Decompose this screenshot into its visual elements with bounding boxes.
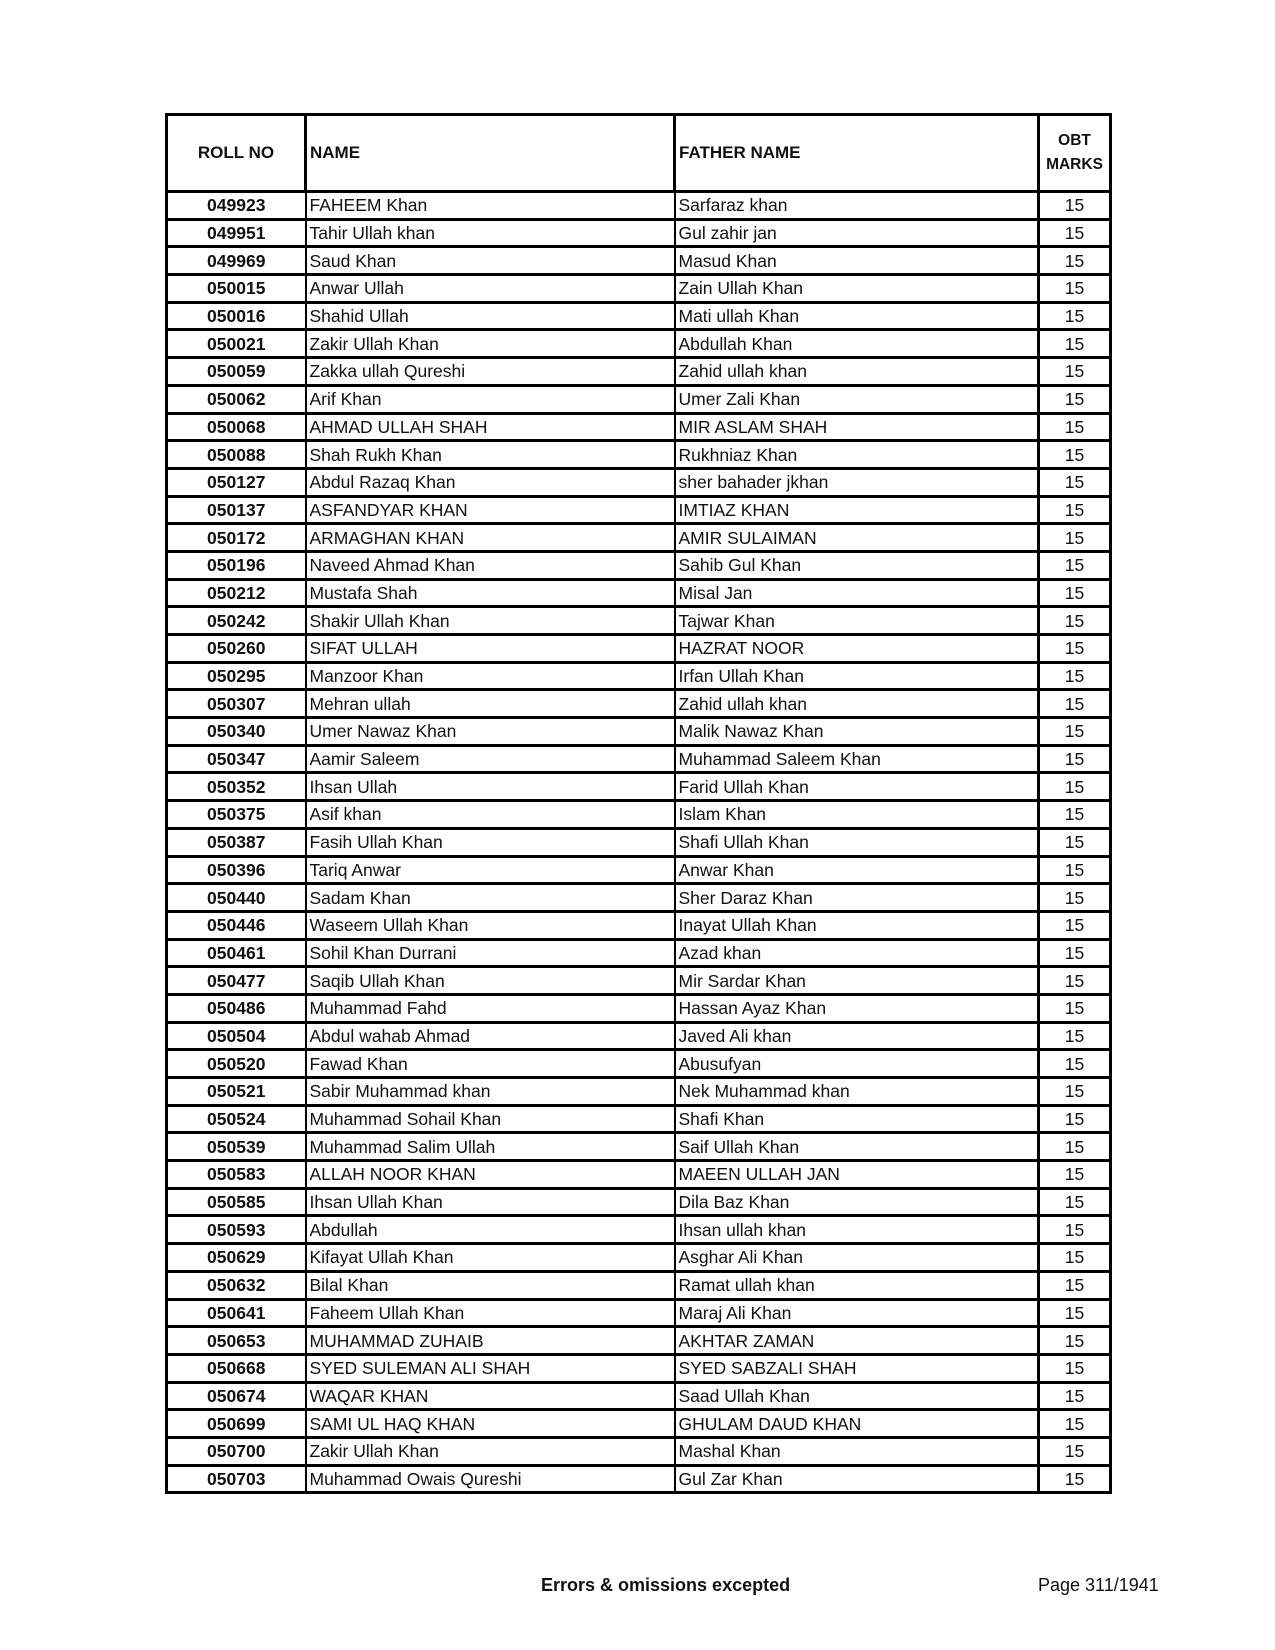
father-name-cell: Javed Ali khan [675, 1022, 1039, 1050]
father-name-cell: MAEEN ULLAH JAN [675, 1161, 1039, 1189]
name-cell: Tahir Ullah khan [306, 219, 675, 247]
roll-no-cell: 050021 [167, 330, 306, 358]
roll-no-cell: 050088 [167, 441, 306, 469]
roll-no-cell: 050703 [167, 1465, 306, 1493]
obt-marks-cell: 15 [1039, 1465, 1111, 1493]
roll-no-cell: 050521 [167, 1078, 306, 1106]
table-row [167, 1271, 1111, 1299]
obt-marks-cell: 15 [1039, 1299, 1111, 1327]
roll-no-cell: 049969 [167, 247, 306, 275]
name-cell: Asif khan [306, 801, 675, 829]
roll-no-cell: 050700 [167, 1437, 306, 1465]
roll-no-cell: 050015 [167, 275, 306, 303]
father-name-cell: Asghar Ali Khan [675, 1244, 1039, 1272]
father-name-cell: Muhammad Saleem Khan [675, 745, 1039, 773]
obt-marks-cell: 15 [1039, 247, 1111, 275]
obt-marks-cell: 15 [1039, 551, 1111, 579]
table-row [167, 1133, 1111, 1161]
name-cell: Manzoor Khan [306, 662, 675, 690]
obt-marks-cell: 15 [1039, 1382, 1111, 1410]
roll-no-cell: 050062 [167, 385, 306, 413]
name-cell: Zakir Ullah Khan [306, 1437, 675, 1465]
obt-marks-cell: 15 [1039, 1244, 1111, 1272]
obt-marks-cell: 15 [1039, 1105, 1111, 1133]
father-name-cell: Masud Khan [675, 247, 1039, 275]
table-row [167, 468, 1111, 496]
obt-marks-cell: 15 [1039, 330, 1111, 358]
father-name-cell: Inayat Ullah Khan [675, 911, 1039, 939]
table-row [167, 302, 1111, 330]
table-row [167, 1105, 1111, 1133]
name-cell: Ihsan Ullah [306, 773, 675, 801]
name-cell: AHMAD ULLAH SHAH [306, 413, 675, 441]
name-cell: FAHEEM Khan [306, 192, 675, 220]
roll-no-cell: 050375 [167, 801, 306, 829]
obt-marks-cell: 15 [1039, 801, 1111, 829]
roll-no-cell: 050387 [167, 828, 306, 856]
roll-no-cell: 050347 [167, 745, 306, 773]
name-cell: Ihsan Ullah Khan [306, 1188, 675, 1216]
table-row [167, 496, 1111, 524]
obt-marks-cell: 15 [1039, 718, 1111, 746]
obt-marks-cell: 15 [1039, 1161, 1111, 1189]
father-name-cell: Sher Daraz Khan [675, 884, 1039, 912]
name-cell: Abdul Razaq Khan [306, 468, 675, 496]
table-row [167, 247, 1111, 275]
table-row [167, 662, 1111, 690]
obt-marks-cell: 15 [1039, 745, 1111, 773]
obt-marks-cell: 15 [1039, 1022, 1111, 1050]
roll-no-cell: 050593 [167, 1216, 306, 1244]
obt-marks-cell: 15 [1039, 219, 1111, 247]
name-cell: Zakka ullah Qureshi [306, 358, 675, 386]
header-roll-no: ROLL NO [167, 115, 306, 192]
roll-no-cell: 050504 [167, 1022, 306, 1050]
obt-marks-cell: 15 [1039, 607, 1111, 635]
table-header-row [167, 115, 1111, 192]
table-row [167, 1244, 1111, 1272]
table-row [167, 1410, 1111, 1438]
roll-no-cell: 050307 [167, 690, 306, 718]
name-cell: Aamir Saleem [306, 745, 675, 773]
father-name-cell: SYED SABZALI SHAH [675, 1354, 1039, 1382]
name-cell: Kifayat Ullah Khan [306, 1244, 675, 1272]
obt-marks-cell: 15 [1039, 773, 1111, 801]
table-row [167, 1161, 1111, 1189]
father-name-cell: Anwar Khan [675, 856, 1039, 884]
name-cell: Fawad Khan [306, 1050, 675, 1078]
roll-no-cell: 050583 [167, 1161, 306, 1189]
table-row [167, 219, 1111, 247]
name-cell: Umer Nawaz Khan [306, 718, 675, 746]
table-row [167, 773, 1111, 801]
roll-no-cell: 050699 [167, 1410, 306, 1438]
name-cell: Muhammad Fahd [306, 994, 675, 1022]
table-row [167, 385, 1111, 413]
father-name-cell: Sarfaraz khan [675, 192, 1039, 220]
name-cell: Zakir Ullah Khan [306, 330, 675, 358]
obt-marks-cell: 15 [1039, 967, 1111, 995]
roll-no-cell: 050196 [167, 551, 306, 579]
name-cell: ASFANDYAR KHAN [306, 496, 675, 524]
table-row [167, 524, 1111, 552]
father-name-cell: Abusufyan [675, 1050, 1039, 1078]
obt-marks-cell: 15 [1039, 468, 1111, 496]
obt-marks-cell: 15 [1039, 579, 1111, 607]
obt-marks-cell: 15 [1039, 690, 1111, 718]
father-name-cell: Islam Khan [675, 801, 1039, 829]
name-cell: Naveed Ahmad Khan [306, 551, 675, 579]
roll-no-cell: 050539 [167, 1133, 306, 1161]
table-row [167, 579, 1111, 607]
results-sheet [165, 113, 1109, 1494]
table-row [167, 994, 1111, 1022]
name-cell: Shah Rukh Khan [306, 441, 675, 469]
obt-marks-cell: 15 [1039, 385, 1111, 413]
obt-marks-cell: 15 [1039, 496, 1111, 524]
roll-no-cell: 050068 [167, 413, 306, 441]
father-name-cell: Zahid ullah khan [675, 358, 1039, 386]
table-row [167, 1078, 1111, 1106]
father-name-cell: Azad khan [675, 939, 1039, 967]
roll-no-cell: 050260 [167, 635, 306, 663]
roll-no-cell: 050446 [167, 911, 306, 939]
obt-marks-cell: 15 [1039, 939, 1111, 967]
header-name: NAME [306, 115, 675, 192]
roll-no-cell: 050486 [167, 994, 306, 1022]
father-name-cell: Zain Ullah Khan [675, 275, 1039, 303]
table-row [167, 358, 1111, 386]
roll-no-cell: 050632 [167, 1271, 306, 1299]
roll-no-cell: 050340 [167, 718, 306, 746]
father-name-cell: Shafi Ullah Khan [675, 828, 1039, 856]
name-cell: SIFAT ULLAH [306, 635, 675, 663]
name-cell: Anwar Ullah [306, 275, 675, 303]
father-name-cell: AKHTAR ZAMAN [675, 1327, 1039, 1355]
father-name-cell: Mir Sardar Khan [675, 967, 1039, 995]
roll-no-cell: 050172 [167, 524, 306, 552]
roll-no-cell: 050295 [167, 662, 306, 690]
roll-no-cell: 050440 [167, 884, 306, 912]
father-name-cell: Nek Muhammad khan [675, 1078, 1039, 1106]
footer-disclaimer: Errors & omissions excepted [541, 1575, 791, 1595]
name-cell: Abdullah [306, 1216, 675, 1244]
obt-marks-cell: 15 [1039, 994, 1111, 1022]
father-name-cell: HAZRAT NOOR [675, 635, 1039, 663]
father-name-cell: IMTIAZ KHAN [675, 496, 1039, 524]
father-name-cell: sher bahader jkhan [675, 468, 1039, 496]
roll-no-cell: 050461 [167, 939, 306, 967]
name-cell: Saud Khan [306, 247, 675, 275]
father-name-cell: Ihsan ullah khan [675, 1216, 1039, 1244]
name-cell: Muhammad Sohail Khan [306, 1105, 675, 1133]
father-name-cell: AMIR SULAIMAN [675, 524, 1039, 552]
roll-no-cell: 050016 [167, 302, 306, 330]
roll-no-cell: 050653 [167, 1327, 306, 1355]
roll-no-cell: 050477 [167, 967, 306, 995]
table-row [167, 275, 1111, 303]
header-obt-marks [1039, 115, 1111, 192]
father-name-cell: Gul zahir jan [675, 219, 1039, 247]
table-row [167, 939, 1111, 967]
father-name-cell: Shafi Khan [675, 1105, 1039, 1133]
obt-marks-cell: 15 [1039, 856, 1111, 884]
obt-marks-cell: 15 [1039, 662, 1111, 690]
roll-no-cell: 050352 [167, 773, 306, 801]
father-name-cell: Zahid ullah khan [675, 690, 1039, 718]
obt-marks-cell: 15 [1039, 828, 1111, 856]
father-name-cell: Maraj Ali Khan [675, 1299, 1039, 1327]
header-obt-marks-line1: OBT [1058, 132, 1091, 149]
name-cell: ARMAGHAN KHAN [306, 524, 675, 552]
name-cell: Arif Khan [306, 385, 675, 413]
table-row [167, 1050, 1111, 1078]
roll-no-cell: 050059 [167, 358, 306, 386]
father-name-cell: Mati ullah Khan [675, 302, 1039, 330]
obt-marks-cell: 15 [1039, 1437, 1111, 1465]
roll-no-cell: 050668 [167, 1354, 306, 1382]
name-cell: Mustafa Shah [306, 579, 675, 607]
roll-no-cell: 050629 [167, 1244, 306, 1272]
table-row [167, 1216, 1111, 1244]
roll-no-cell: 050641 [167, 1299, 306, 1327]
name-cell: Shahid Ullah [306, 302, 675, 330]
table-row [167, 192, 1111, 220]
roll-no-cell: 050520 [167, 1050, 306, 1078]
obt-marks-cell: 15 [1039, 441, 1111, 469]
obt-marks-cell: 15 [1039, 413, 1111, 441]
table-row [167, 1354, 1111, 1382]
table-row [167, 1022, 1111, 1050]
obt-marks-cell: 15 [1039, 1188, 1111, 1216]
table-row [167, 1382, 1111, 1410]
roll-no-cell: 050674 [167, 1382, 306, 1410]
obt-marks-cell: 15 [1039, 524, 1111, 552]
father-name-cell: Saif Ullah Khan [675, 1133, 1039, 1161]
table-row [167, 967, 1111, 995]
roll-no-cell: 050242 [167, 607, 306, 635]
table-row [167, 330, 1111, 358]
name-cell: WAQAR KHAN [306, 1382, 675, 1410]
name-cell: Mehran ullah [306, 690, 675, 718]
name-cell: SYED SULEMAN ALI SHAH [306, 1354, 675, 1382]
father-name-cell: Saad Ullah Khan [675, 1382, 1039, 1410]
obt-marks-cell: 15 [1039, 1327, 1111, 1355]
table-row [167, 718, 1111, 746]
name-cell: Waseem Ullah Khan [306, 911, 675, 939]
table-row [167, 1188, 1111, 1216]
name-cell: SAMI UL HAQ KHAN [306, 1410, 675, 1438]
table-row [167, 1437, 1111, 1465]
father-name-cell: Mashal Khan [675, 1437, 1039, 1465]
obt-marks-cell: 15 [1039, 358, 1111, 386]
name-cell: ALLAH NOOR KHAN [306, 1161, 675, 1189]
table-row [167, 828, 1111, 856]
roll-no-cell: 050396 [167, 856, 306, 884]
name-cell: Shakir Ullah Khan [306, 607, 675, 635]
table-row [167, 884, 1111, 912]
roll-no-cell: 049951 [167, 219, 306, 247]
roll-no-cell: 050137 [167, 496, 306, 524]
name-cell: Sadam Khan [306, 884, 675, 912]
table-row [167, 607, 1111, 635]
father-name-cell: MIR ASLAM SHAH [675, 413, 1039, 441]
father-name-cell: Rukhniaz Khan [675, 441, 1039, 469]
obt-marks-cell: 15 [1039, 1050, 1111, 1078]
table-row [167, 413, 1111, 441]
name-cell: Sabir Muhammad khan [306, 1078, 675, 1106]
table-row [167, 441, 1111, 469]
roll-no-cell: 049923 [167, 192, 306, 220]
table-row [167, 1299, 1111, 1327]
obt-marks-cell: 15 [1039, 1354, 1111, 1382]
table-row [167, 911, 1111, 939]
table-row [167, 856, 1111, 884]
name-cell: Saqib Ullah Khan [306, 967, 675, 995]
table-row [167, 801, 1111, 829]
name-cell: Fasih Ullah Khan [306, 828, 675, 856]
father-name-cell: Tajwar Khan [675, 607, 1039, 635]
table-row [167, 690, 1111, 718]
obt-marks-cell: 15 [1039, 275, 1111, 303]
father-name-cell: Misal Jan [675, 579, 1039, 607]
obt-marks-cell: 15 [1039, 1078, 1111, 1106]
obt-marks-cell: 15 [1039, 1216, 1111, 1244]
father-name-cell: Abdullah Khan [675, 330, 1039, 358]
father-name-cell: Hassan Ayaz Khan [675, 994, 1039, 1022]
father-name-cell: Umer Zali Khan [675, 385, 1039, 413]
father-name-cell: Irfan Ullah Khan [675, 662, 1039, 690]
table-row [167, 1465, 1111, 1493]
page-number: Page 311/1941 [1038, 1575, 1159, 1595]
name-cell: Faheem Ullah Khan [306, 1299, 675, 1327]
header-father-name: FATHER NAME [675, 115, 1039, 192]
obt-marks-cell: 15 [1039, 1410, 1111, 1438]
father-name-cell: Dila Baz Khan [675, 1188, 1039, 1216]
obt-marks-cell: 15 [1039, 1271, 1111, 1299]
name-cell: MUHAMMAD ZUHAIB [306, 1327, 675, 1355]
obt-marks-cell: 15 [1039, 302, 1111, 330]
results-table [165, 113, 1112, 1494]
table-row [167, 635, 1111, 663]
table-body [167, 192, 1111, 1493]
obt-marks-cell: 15 [1039, 911, 1111, 939]
roll-no-cell: 050524 [167, 1105, 306, 1133]
father-name-cell: Sahib Gul Khan [675, 551, 1039, 579]
table-row [167, 1327, 1111, 1355]
table-row [167, 745, 1111, 773]
father-name-cell: GHULAM DAUD KHAN [675, 1410, 1039, 1438]
father-name-cell: Gul Zar Khan [675, 1465, 1039, 1493]
name-cell: Tariq Anwar [306, 856, 675, 884]
father-name-cell: Ramat ullah khan [675, 1271, 1039, 1299]
father-name-cell: Malik Nawaz Khan [675, 718, 1039, 746]
obt-marks-cell: 15 [1039, 635, 1111, 663]
name-cell: Bilal Khan [306, 1271, 675, 1299]
name-cell: Muhammad Owais Qureshi [306, 1465, 675, 1493]
table-row [167, 551, 1111, 579]
header-obt-marks-line2: MARKS [1046, 156, 1103, 173]
name-cell: Abdul wahab Ahmad [306, 1022, 675, 1050]
roll-no-cell: 050127 [167, 468, 306, 496]
roll-no-cell: 050585 [167, 1188, 306, 1216]
roll-no-cell: 050212 [167, 579, 306, 607]
obt-marks-cell: 15 [1039, 1133, 1111, 1161]
obt-marks-cell: 15 [1039, 884, 1111, 912]
obt-marks-cell: 15 [1039, 192, 1111, 220]
name-cell: Muhammad Salim Ullah [306, 1133, 675, 1161]
father-name-cell: Farid Ullah Khan [675, 773, 1039, 801]
name-cell: Sohil Khan Durrani [306, 939, 675, 967]
